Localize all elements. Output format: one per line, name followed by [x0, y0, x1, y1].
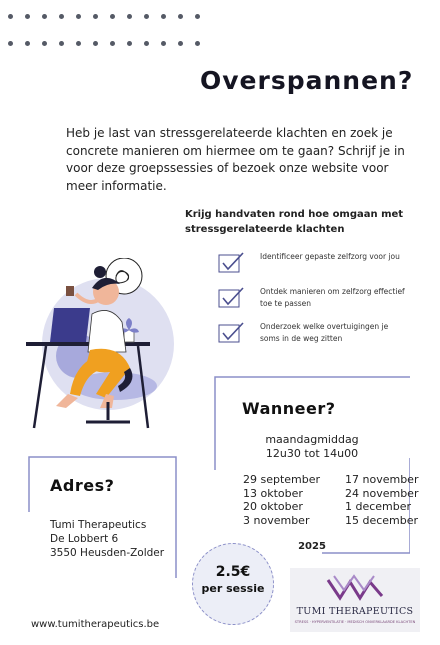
session-date: 1 december [345, 500, 412, 513]
checkbox-checked-icon [218, 251, 246, 275]
stressed-woman-at-desk-illustration [20, 258, 190, 438]
session-date: 17 november [345, 473, 419, 486]
schedule-time: 12u30 tot 14u00 [265, 447, 359, 460]
logo-tagline: STRESS · HYPERVENTILATIE · MEDISCH ONVERKLAARDE KLACHTEN [294, 620, 416, 624]
session-date: 15 december [345, 513, 419, 527]
session-date: 29 september [243, 473, 321, 486]
page-title: Overspannen? [200, 66, 414, 95]
price-badge [192, 543, 274, 625]
logo-wave-icon [290, 568, 420, 606]
benefit-label: Onderzoek welke overtuigingen je soms in de weg zitten [260, 322, 389, 343]
benefits-heading: Krijg handvaten rond hoe omgaan met stressgerelateerde klachten [185, 209, 404, 235]
checkbox-checked-icon [218, 286, 246, 310]
benefit-item [218, 321, 418, 361]
logo-name: TUMI THERAPEUTICS [296, 606, 414, 617]
address-block [50, 518, 164, 560]
benefit-label: Ontdek manieren om zelfzorg effectief toe te passen [260, 287, 405, 308]
session-date: 13 oktober [243, 486, 303, 500]
address-line: Tumi Therapeutics [50, 519, 147, 531]
session-date: 20 oktober [243, 500, 303, 513]
checkbox-checked-icon [218, 321, 246, 345]
dates-left-column [243, 473, 320, 527]
benefit-item [218, 251, 418, 291]
benefit-label: Identificeer gepaste zelfzorg voor jou [260, 252, 400, 261]
schedule-year: 2025 [298, 541, 326, 552]
company-logo [290, 568, 420, 632]
address-line: 3550 Heusden-Zolder [50, 547, 165, 559]
schedule-title: Wanneer? [242, 399, 336, 418]
session-date: 24 november [345, 486, 419, 500]
address-line: De Lobbert 6 [50, 533, 119, 545]
website-link[interactable]: www.tumitherapeutics.be [31, 619, 160, 630]
address-title: Adres? [50, 476, 115, 495]
schedule-day: maandagmiddag [265, 433, 359, 446]
benefit-item [218, 286, 418, 326]
price-unit: per sessie [201, 582, 265, 595]
price-amount: 2.5€ [215, 564, 251, 580]
session-date: 3 november [243, 513, 310, 527]
dates-right-column [345, 473, 418, 527]
intro-paragraph: Heb je last van stressgerelateerde klachten en zoek je concrete manieren om hiermee om te gaan? Schrijf je in voor deze groepssessies of bezoek onze website voor meer informatie. [66, 126, 405, 193]
